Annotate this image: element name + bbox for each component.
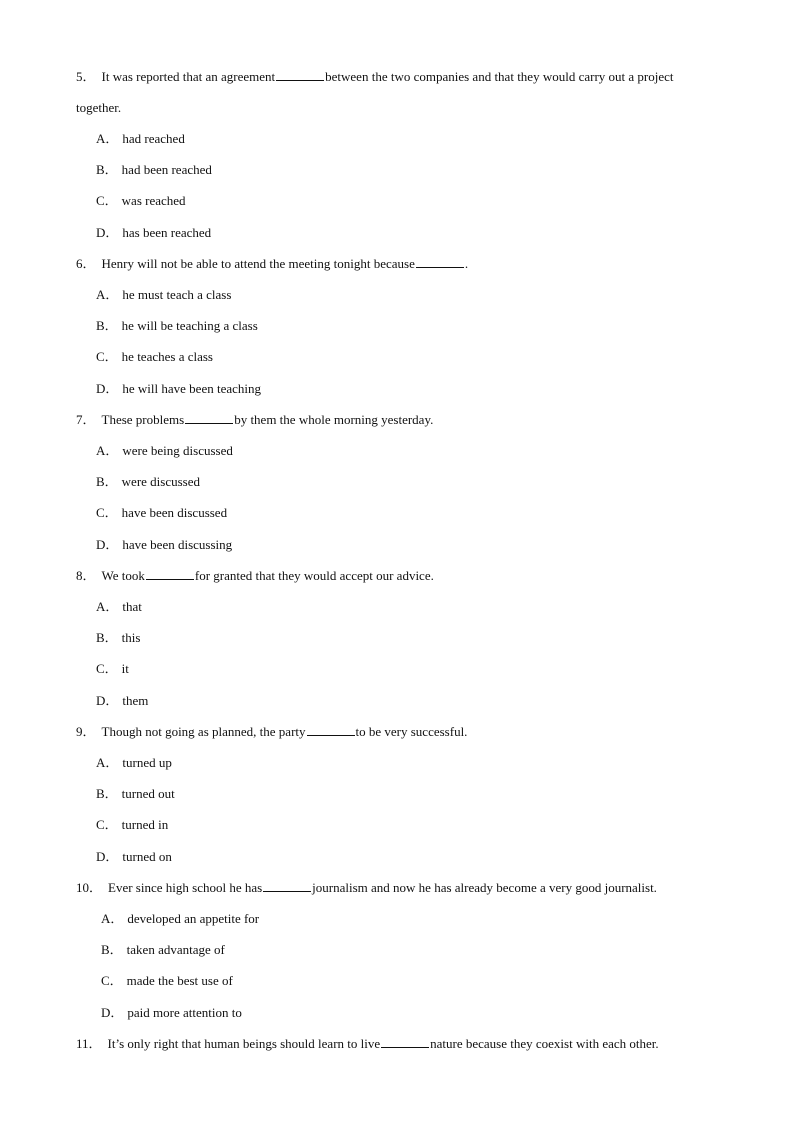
question-7-option-b[interactable] [96, 474, 200, 490]
option-text: have been discussing [122, 537, 233, 552]
question-10-option-b[interactable] [101, 942, 225, 958]
answer-blank [185, 412, 233, 424]
option-letter: A． [96, 287, 119, 302]
option-text: this [121, 630, 141, 645]
question-7-option-c[interactable] [96, 505, 227, 521]
option-text: made the best use of [126, 973, 233, 988]
option-text: he will be teaching a class [121, 318, 258, 333]
question-number: 11． [76, 1036, 102, 1051]
answer-blank [307, 724, 355, 736]
question-text: between the two companies and that they would carry out a project [325, 69, 674, 84]
question-text: by them the whole morning yesterday. [234, 412, 434, 427]
option-letter: A． [101, 911, 124, 926]
question-5-option-c[interactable] [96, 193, 186, 209]
question-number: 10． [76, 880, 103, 895]
question-text: nature because they coexist with each other. [430, 1036, 659, 1051]
question-7-stem [76, 412, 433, 428]
question-text: It’s only right that human beings should learn to live [107, 1036, 381, 1051]
option-text: paid more attention to [127, 1005, 242, 1020]
question-text: journalism and now he has already become a very good journalist. [312, 880, 657, 895]
option-letter: C． [96, 505, 118, 520]
option-letter: B． [96, 786, 118, 801]
answer-blank [381, 1036, 429, 1048]
option-letter: D． [101, 1005, 124, 1020]
question-5-option-b[interactable] [96, 162, 212, 178]
option-letter: B． [96, 318, 118, 333]
option-text: he must teach a class [122, 287, 232, 302]
option-letter: D． [96, 849, 119, 864]
question-number: 5． [76, 69, 96, 84]
option-letter: B． [101, 942, 123, 957]
option-letter: D． [96, 381, 119, 396]
question-6-option-a[interactable] [96, 287, 231, 303]
option-letter: C． [101, 973, 123, 988]
option-text: was reached [121, 193, 186, 208]
question-number: 8． [76, 568, 96, 583]
option-letter: B． [96, 162, 118, 177]
question-6-option-b[interactable] [96, 318, 258, 334]
question-text: to be very successful. [355, 724, 468, 739]
option-letter: C． [96, 349, 118, 364]
question-5-stem-continued: together. [76, 100, 122, 115]
option-text: turned in [121, 817, 169, 832]
option-letter: C． [96, 661, 118, 676]
option-text: has been reached [122, 225, 212, 240]
question-8-option-a[interactable] [96, 599, 142, 615]
question-9-option-d[interactable] [96, 849, 172, 865]
option-text: were discussed [121, 474, 201, 489]
question-text: It was reported that an agreement [101, 69, 276, 84]
option-text: them [122, 693, 149, 708]
question-8-option-d[interactable] [96, 693, 148, 709]
option-text: turned on [122, 849, 172, 864]
option-text: have been discussed [121, 505, 228, 520]
option-letter: B． [96, 630, 118, 645]
question-number: 9． [76, 724, 96, 739]
answer-blank [276, 69, 324, 81]
option-text: he teaches a class [121, 349, 213, 364]
option-letter: A． [96, 131, 119, 146]
option-text: developed an appetite for [127, 911, 260, 926]
option-letter: D． [96, 225, 119, 240]
question-text: We took [101, 568, 145, 583]
question-8-stem [76, 568, 434, 584]
option-text: it [121, 661, 129, 676]
question-9-option-c[interactable] [96, 817, 168, 833]
answer-blank [416, 256, 464, 268]
question-9-option-b[interactable] [96, 786, 175, 802]
question-text: Henry will not be able to attend the meeting tonight because [101, 256, 415, 271]
option-text: he will have been teaching [122, 381, 261, 396]
answer-blank [146, 568, 194, 580]
question-9-stem [76, 724, 467, 740]
option-letter: A． [96, 755, 119, 770]
option-text: that [122, 599, 142, 614]
option-letter: A． [96, 599, 119, 614]
question-text: . [464, 256, 469, 271]
option-text: had reached [122, 131, 185, 146]
question-number: 6． [76, 256, 96, 271]
question-10-option-a[interactable] [101, 911, 259, 927]
answer-blank [263, 880, 311, 892]
question-6-stem [76, 256, 468, 272]
question-text: for granted that they would accept our advice. [194, 568, 434, 583]
question-6-option-c[interactable] [96, 349, 213, 365]
question-5-stem [76, 69, 674, 85]
option-text: taken advantage of [126, 942, 225, 957]
question-text: These problems [101, 412, 185, 427]
question-10-option-c[interactable] [101, 973, 233, 989]
question-7-option-a[interactable] [96, 443, 233, 459]
option-letter: B． [96, 474, 118, 489]
question-8-option-c[interactable] [96, 661, 129, 677]
question-6-option-d[interactable] [96, 381, 261, 397]
question-10-stem [76, 880, 657, 896]
option-text: were being discussed [122, 443, 233, 458]
question-5-option-a[interactable] [96, 131, 185, 147]
question-number: 7． [76, 412, 96, 427]
question-10-option-d[interactable] [101, 1005, 242, 1021]
option-text: turned up [122, 755, 172, 770]
question-8-option-b[interactable] [96, 630, 140, 646]
option-letter: D． [96, 693, 119, 708]
question-5-option-d[interactable] [96, 225, 211, 241]
question-7-option-d[interactable] [96, 537, 232, 553]
option-letter: A． [96, 443, 119, 458]
option-text: turned out [121, 786, 175, 801]
option-letter: D． [96, 537, 119, 552]
question-text: Though not going as planned, the party [101, 724, 306, 739]
option-letter: C． [96, 817, 118, 832]
option-letter: C． [96, 193, 118, 208]
question-11-stem [76, 1036, 659, 1052]
question-text: Ever since high school he has [108, 880, 263, 895]
question-9-option-a[interactable] [96, 755, 172, 771]
option-text: had been reached [121, 162, 212, 177]
